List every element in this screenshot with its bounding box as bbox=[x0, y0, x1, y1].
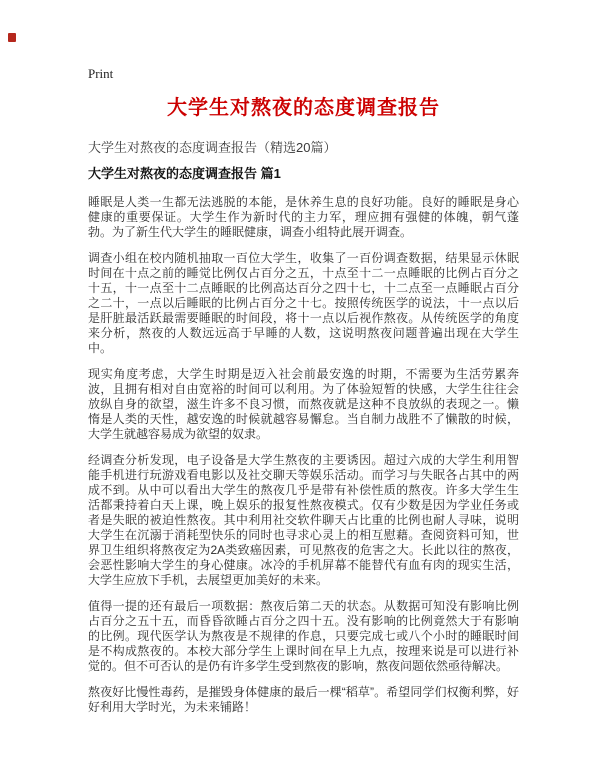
body-paragraph: 调查小组在校内随机抽取一百位大学生，收集了一百份调查数据，结果显示休眠时间在十点之前的睡觉比例仅占百分之五，十点至十二一点睡眠的比例占百分之十五，十一点至十二点睡眠的比例高达百分之四十七，十二点至一点睡眠占百分之二十，一点以后睡眠的比例占百分之十七。按照传统医学的说法，十一点以后是肝脏最活跃最需要睡眠的时间段，将十一点以后视作熬夜。从传统医学的角度来分析，熬夜的人数远远高于早睡的人数，这说明熬夜问题普遍出现在大学生中。 bbox=[88, 251, 519, 355]
body-paragraph: 睡眠是人类一生都无法逃脱的本能，是休养生息的良好功能。良好的睡眠是身心健康的重要保证。大学生作为新时代的主力军，理应拥有强健的体魄，朝气蓬勃。为了新生代大学生的睡眠健康，调查小组特此展开调查。 bbox=[88, 195, 519, 239]
body-paragraph: 熬夜好比慢性毒药，是摧毁身体健康的最后一棵“稻草”。希望同学们权衡利弊，好好利用大学时光，为未来铺路！ bbox=[88, 685, 519, 714]
document-content bbox=[88, 0, 519, 715]
body-paragraph: 值得一提的还有最后一项数据：熬夜后第二天的状态。从数据可知没有影响比例占百分之五十五，而昏昏欲睡占百分之四十五。没有影响的比例竟然大于有影响的比例。现代医学认为熬夜是不规律的作息，只要完成七或八个小时的睡眠时间是不构成熬夜的。本校大部分学生上课时间在早上九点，按理来说是可以进行补觉的。但不可否认的是仍有许多学生受到熬夜的影响，熬夜问题依然亟待解决。 bbox=[88, 599, 519, 673]
red-marker-icon bbox=[8, 33, 16, 42]
article-body bbox=[88, 195, 519, 715]
print-button[interactable]: Print bbox=[88, 66, 114, 81]
body-paragraph: 现实角度考虑，大学生时期是迈入社会前最安逸的时期，不需要为生活劳累奔波，且拥有相对自由宽裕的时间可以利用。为了体验短暂的快感，大学生往往会放纵自身的欲望，滋生许多不良习惯，而熬夜就是这种不良放纵的表现之一。懒惰是人类的天性，越安逸的时候就越容易懈怠。当自制力战胜不了懒散的时候，大学生就越容易成为欲望的奴隶。 bbox=[88, 367, 519, 441]
body-paragraph: 经调查分析发现，电子设备是大学生熬夜的主要诱因。超过六成的大学生利用智能手机进行玩游戏看电影以及社交聊天等娱乐活动。而学习与失眠各占其中的两成不到。从中可以看出大学生的熬夜几乎是带有补偿性质的熬夜。许多大学生生活都秉持着白天上课，晚上娱乐的报复性熬夜模式。仅有少数是因为学业任务或者是失眠的被迫性熬夜。其中利用社交软件聊天占比重的比例也耐人寻味，说明大学生在沉溺于消耗型快乐的同时也寻求心灵上的相互慰藉。查阅资料可知，世界卫生组织将熬夜定为2A类致癌因素，可见熬夜的危害之大。长此以往的熬夜，会恶性影响大学生的身心健康。冰冷的手机屏幕不能替代有血有肉的现实生活，大学生应放下手机，去展望更加美好的未来。 bbox=[88, 453, 519, 587]
document-subtitle: 大学生对熬夜的态度调查报告（精选20篇） bbox=[88, 140, 337, 155]
section-heading: 大学生对熬夜的态度调查报告 篇1 bbox=[88, 166, 281, 181]
page-title: 大学生对熬夜的态度调查报告 bbox=[167, 97, 440, 119]
